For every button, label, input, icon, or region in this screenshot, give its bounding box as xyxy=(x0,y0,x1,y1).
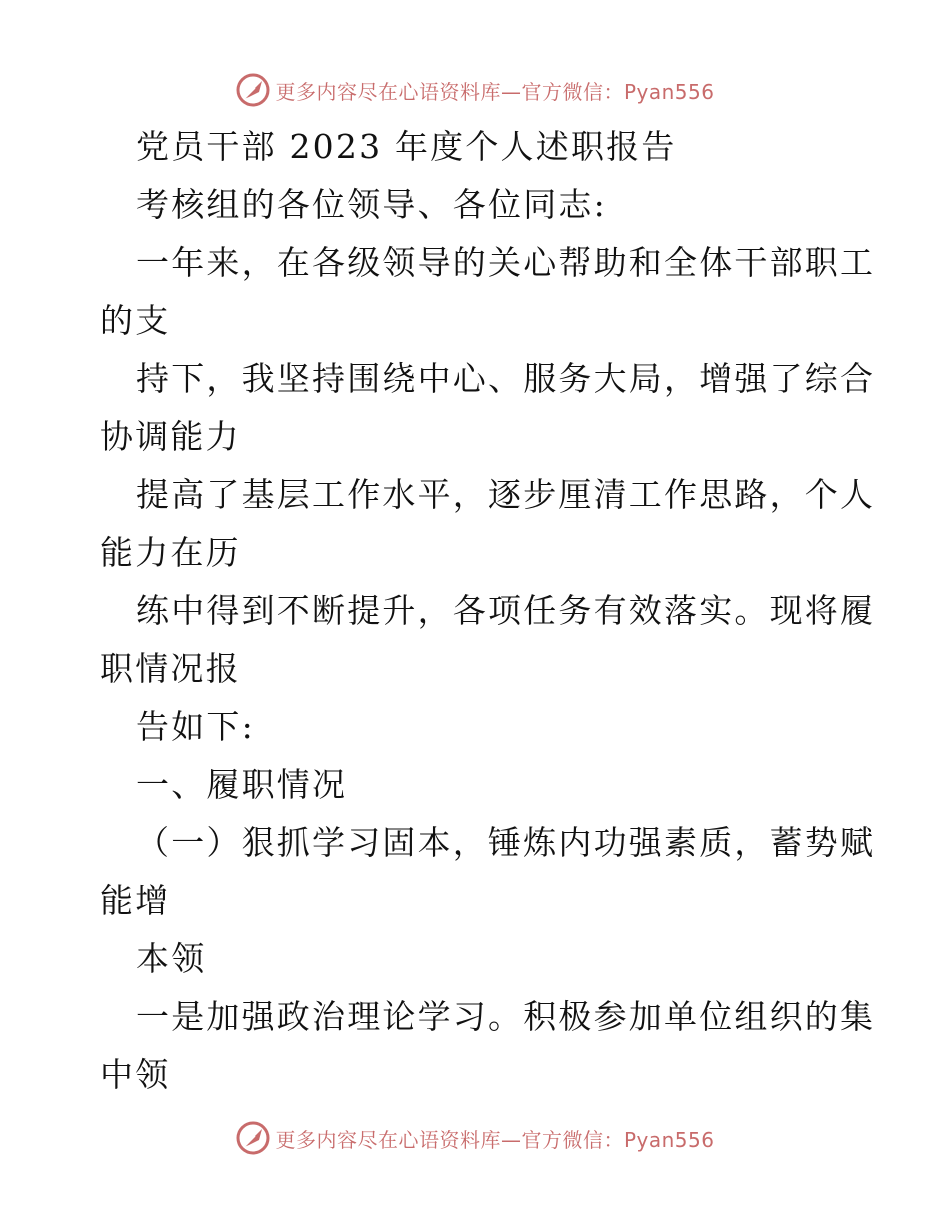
doc-line: 协调能力 xyxy=(100,417,241,456)
doc-line: （一）狠抓学习固本，锤炼内功强素质，蓄势赋 xyxy=(136,823,876,862)
document-body xyxy=(100,118,876,1104)
watermark-text: 更多内容尽在心语资料库—官方微信：Pyan556 xyxy=(275,1127,715,1152)
doc-line: 能力在历 xyxy=(100,533,241,572)
doc-line: 告如下: xyxy=(136,707,255,746)
doc-line: 本领 xyxy=(136,939,207,978)
doc-line: 持下，我坚持围绕中心、服务大局，增强了综合 xyxy=(136,359,876,398)
watermark-text: 更多内容尽在心语资料库—官方微信：Pyan556 xyxy=(275,79,715,104)
doc-line: 一是加强政治理论学习。积极参加单位组织的集 xyxy=(136,997,876,1036)
watermark-banner-bottom xyxy=(0,1118,950,1158)
doc-line: 能增 xyxy=(100,881,171,920)
doc-line: 考核组的各位领导、各位同志: xyxy=(136,185,607,224)
feather-pen-circle-icon xyxy=(235,72,271,108)
watermark-banner-top xyxy=(0,70,950,110)
feather-pen-circle-icon xyxy=(235,1120,271,1156)
doc-line: 一年来，在各级领导的关心帮助和全体干部职工 xyxy=(136,243,876,282)
doc-line: 的支 xyxy=(100,301,171,340)
doc-line: 中领 xyxy=(100,1055,171,1094)
doc-line: 练中得到不断提升，各项任务有效落实。现将履 xyxy=(136,591,876,630)
doc-line: 职情况报 xyxy=(100,649,241,688)
doc-line: 党员干部 2023 年度个人述职报告 xyxy=(136,127,677,166)
doc-line: 一、履职情况 xyxy=(136,765,348,804)
doc-line: 提高了基层工作水平，逐步厘清工作思路，个人 xyxy=(136,475,876,514)
